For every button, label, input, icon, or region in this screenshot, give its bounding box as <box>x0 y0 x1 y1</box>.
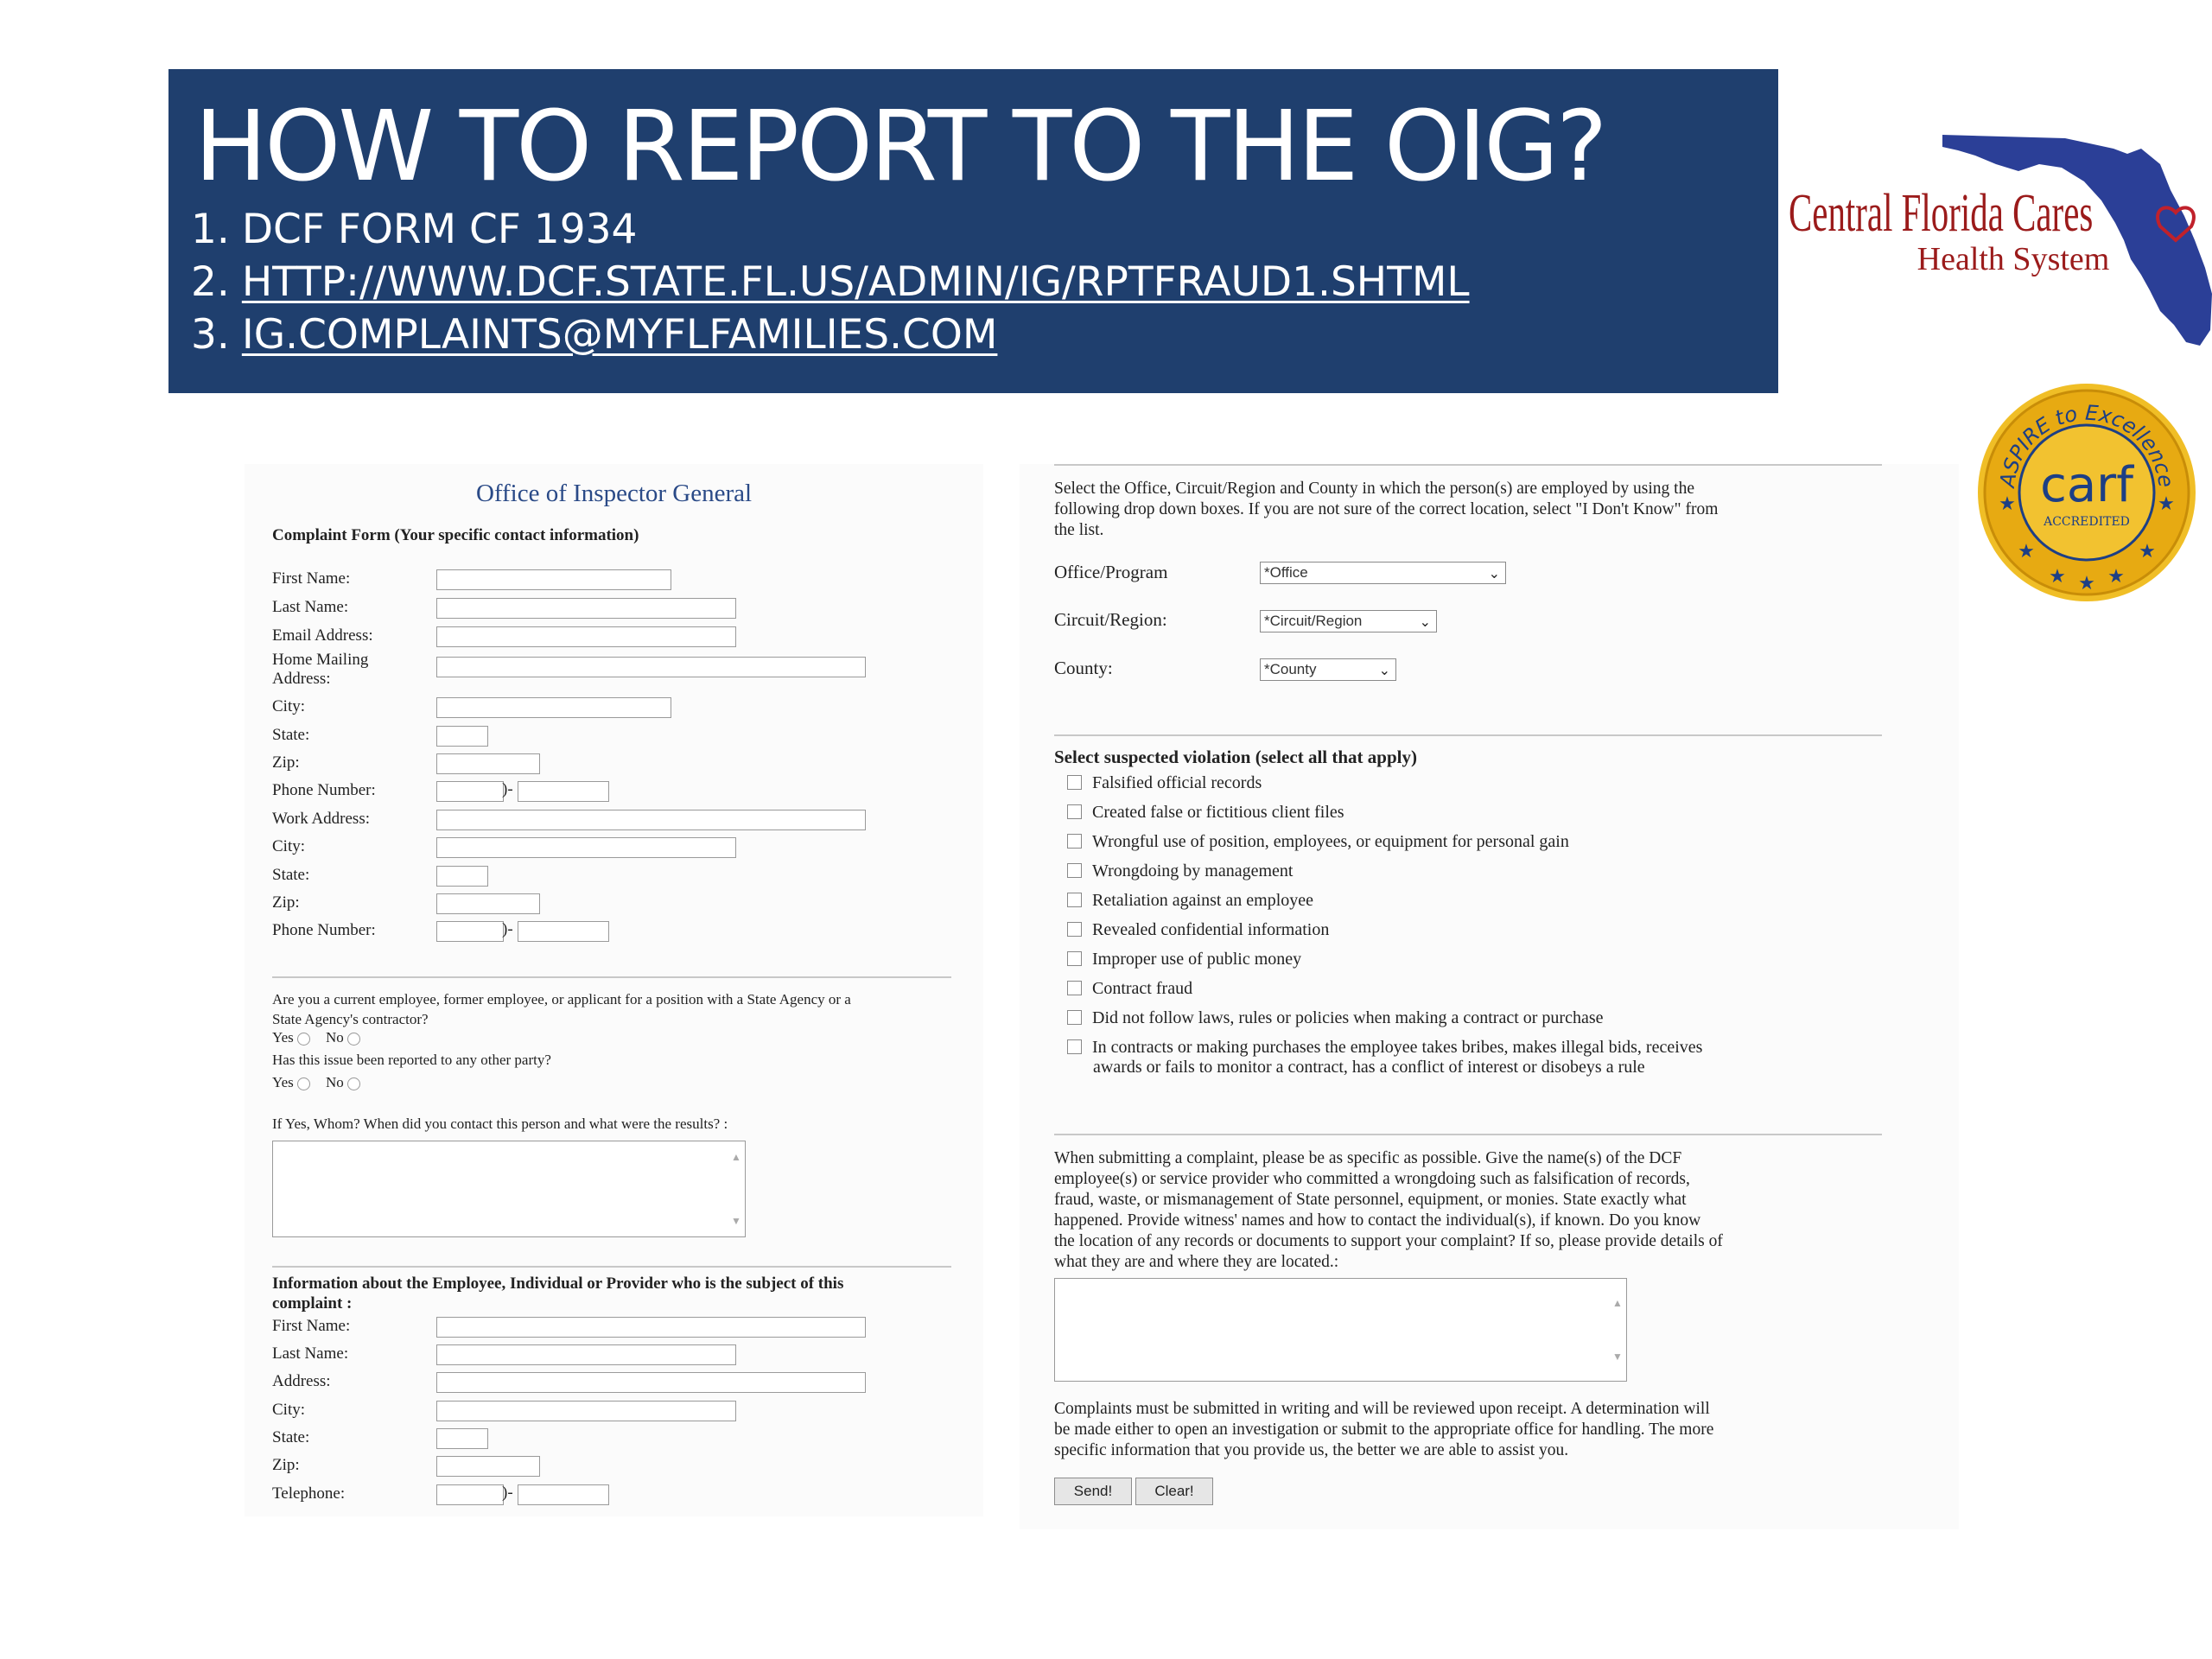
employment-question-line2: State Agency's contractor? <box>272 1011 429 1027</box>
method-item-form <box>191 203 1470 256</box>
work-phone-number-input[interactable] <box>518 921 609 942</box>
work-address-label: Work Address: <box>272 810 370 828</box>
subject-phone-number-input[interactable] <box>518 1484 609 1505</box>
instructions-line3: the list. <box>1054 521 1104 539</box>
subject-heading-line2: complaint : <box>272 1294 353 1313</box>
scroll-up-icon[interactable]: ▲ <box>1612 1297 1623 1309</box>
seal-name: carf <box>2040 457 2133 513</box>
city-input[interactable] <box>436 697 671 718</box>
complaint-form-right-screenshot <box>1020 464 1959 1529</box>
city-label: City: <box>272 697 306 715</box>
violation-label-continued: awards or fails to monitor a contract, has a conflict of interest or disobeys a rule <box>1093 1058 1645 1077</box>
employment-no-radio[interactable] <box>347 1033 360 1046</box>
closing-line: specific information that you provide us, the better we are able to assist you. <box>1054 1441 1569 1459</box>
seal-arc-text: ASPIRE to Excellence <box>1995 400 2178 489</box>
phone-separator: )- <box>502 1484 513 1502</box>
reported-question: Has this issue been reported to any other party? <box>272 1052 551 1068</box>
closing-line: be made either to open an investigation or submit to the appropriate office for handling. The more <box>1054 1421 1714 1439</box>
subject-last-name-label: Last Name: <box>272 1344 349 1363</box>
subject-state-label: State: <box>272 1428 310 1446</box>
subject-heading-line1: Information about the Employee, Individual or Provider who is the subject of this <box>272 1274 844 1293</box>
violation-option[interactable] <box>1067 1008 1604 1028</box>
svg-text:★: ★ <box>2018 541 2035 563</box>
instructions-line1: Select the Office, Circuit/Region and County in which the person(s) are employed by using the <box>1054 480 1695 498</box>
title-banner <box>168 69 1778 393</box>
home-address-label <box>272 651 368 689</box>
circuit-region-label: Circuit/Region: <box>1054 609 1167 630</box>
violation-label: Improper use of public money <box>1092 950 1302 969</box>
violation-label: Did not follow laws, rules or policies when making a contract or purchase <box>1092 1008 1604 1027</box>
details-line: happened. Provide witness' names and how to contact the individual(s), if known. Do you know <box>1054 1211 1701 1230</box>
violation-option[interactable] <box>1067 832 1569 852</box>
method-item-email[interactable] <box>191 308 1470 361</box>
item-number: 2. <box>191 258 230 306</box>
subject-telephone-label: Telephone: <box>272 1484 346 1503</box>
subject-section-heading <box>272 1274 843 1313</box>
form-text: DCF FORM CF 1934 <box>241 206 638 253</box>
scroll-up-icon[interactable]: ▲ <box>731 1151 741 1163</box>
subject-first-name-input[interactable] <box>436 1317 866 1338</box>
subject-zip-input[interactable] <box>436 1456 540 1477</box>
contact-results-question: If Yes, Whom? When did you contact this person and what were the results? : <box>272 1116 728 1132</box>
divider <box>1054 734 1882 736</box>
item-number: 3. <box>191 311 230 359</box>
slide-title: HOW TO REPORT TO THE OIG? <box>194 91 1605 203</box>
divider <box>1054 464 1882 466</box>
subject-city-label: City: <box>272 1401 306 1419</box>
work-city-input[interactable] <box>436 837 736 858</box>
violation-option[interactable] <box>1067 950 1301 969</box>
divider <box>1054 1134 1882 1135</box>
carf-accredited-seal-icon <box>1974 380 2199 605</box>
employment-question-line1: Are you a current employee, former employee, or applicant for a position with a State Agency or a <box>272 991 851 1007</box>
circuit-select-value: *Circuit/Region <box>1264 613 1363 629</box>
form-heading: Office of Inspector General <box>475 480 753 507</box>
violation-label: Wrongful use of position, employees, or equipment for personal gain <box>1092 832 1569 851</box>
zip-input[interactable] <box>436 753 540 774</box>
details-line: employee(s) or service provider who committed a wrongdoing such as falsification of records, <box>1054 1170 1690 1188</box>
circuit-region-select[interactable] <box>1260 610 1437 632</box>
no-label: No <box>326 1029 344 1046</box>
work-zip-input[interactable] <box>436 893 540 914</box>
complaint-form-left-screenshot <box>245 464 983 1516</box>
details-line: what they are and where they are located.: <box>1054 1253 1339 1271</box>
subject-address-label: Address: <box>272 1372 331 1390</box>
email-label: Email Address: <box>272 626 373 645</box>
office-program-label: Office/Program <box>1054 562 1168 582</box>
employment-yes-radio[interactable] <box>297 1033 310 1046</box>
closing-note <box>1054 1399 1713 1461</box>
violation-option[interactable] <box>1067 861 1293 881</box>
details-instructions <box>1054 1148 1723 1273</box>
violation-option[interactable] <box>1067 891 1313 911</box>
reported-no-radio[interactable] <box>347 1077 360 1090</box>
first-name-input[interactable] <box>436 569 671 590</box>
violation-option[interactable] <box>1067 1038 1702 1077</box>
violation-checkbox[interactable] <box>1067 775 1082 790</box>
divider <box>272 1266 951 1268</box>
subject-zip-label: Zip: <box>272 1456 300 1474</box>
violation-checkbox[interactable] <box>1067 922 1082 937</box>
violation-checkbox[interactable] <box>1067 804 1082 819</box>
county-select[interactable] <box>1260 658 1396 681</box>
violation-checkbox[interactable] <box>1067 951 1082 966</box>
divider <box>272 976 951 978</box>
clear-button[interactable]: Clear! <box>1135 1478 1213 1505</box>
logo-subtitle: Health System <box>1916 241 2110 277</box>
work-zip-label: Zip: <box>272 893 300 912</box>
violation-label: Created false or fictitious client files <box>1092 803 1344 822</box>
violation-label: Retaliation against an employee <box>1092 891 1314 910</box>
chevron-down-icon: ⌄ <box>1378 664 1390 678</box>
logo-name: Central Florida Cares <box>1789 184 2094 243</box>
complaints-email-link[interactable]: IG.COMPLAINTS@MYFLFAMILIES.COM <box>241 311 998 359</box>
subject-last-name-input[interactable] <box>436 1344 736 1365</box>
instructions-line2: following drop down boxes. If you are not sure of the correct location, select "I Don't Know" from <box>1054 500 1719 518</box>
subject-state-input[interactable] <box>436 1428 488 1449</box>
state-label: State: <box>272 726 310 744</box>
work-phone-area-code-input[interactable] <box>436 921 504 942</box>
violation-checkbox[interactable] <box>1067 863 1082 878</box>
yes-label: Yes <box>272 1029 294 1046</box>
violation-option[interactable] <box>1067 803 1344 823</box>
report-fraud-link[interactable]: HTTP://WWW.DCF.STATE.FL.US/ADMIN/IG/RPTFRAUD1.SHTML <box>241 258 1470 306</box>
office-program-select[interactable] <box>1260 562 1506 584</box>
violation-checkbox[interactable] <box>1067 834 1082 849</box>
violation-label: Contract fraud <box>1092 979 1193 998</box>
violation-checkbox[interactable] <box>1067 893 1082 907</box>
svg-text:★: ★ <box>2139 541 2156 563</box>
chevron-down-icon: ⌄ <box>1488 567 1500 582</box>
report-methods-list <box>191 203 1470 361</box>
work-state-input[interactable] <box>436 866 488 887</box>
details-line: When submitting a complaint, please be as specific as possible. Give the name(s) of the DCF <box>1054 1149 1682 1167</box>
reported-yes-radio[interactable] <box>297 1077 310 1090</box>
details-line: the location of any records or documents to support your complaint? If so, please provide details of <box>1054 1232 1723 1250</box>
phone-label: Phone Number: <box>272 781 376 799</box>
violation-option[interactable] <box>1067 773 1262 793</box>
work-state-label: State: <box>272 866 310 884</box>
svg-text:★: ★ <box>2158 493 2175 515</box>
phone-number-input[interactable] <box>518 781 609 802</box>
violation-checkbox[interactable] <box>1067 981 1082 995</box>
reported-radio-group <box>272 1074 372 1091</box>
work-city-label: City: <box>272 837 306 855</box>
work-address-input[interactable] <box>436 810 866 830</box>
no-label: No <box>326 1074 344 1090</box>
phone-area-code-input[interactable] <box>436 781 504 802</box>
first-name-label: First Name: <box>272 569 351 588</box>
details-line: fraud, waste, or mismanagement of State personnel, equipment, or monies. State exactly what <box>1054 1191 1687 1209</box>
section-contact-heading: Complaint Form (Your specific contact information) <box>272 526 639 544</box>
item-number: 1. <box>191 206 230 253</box>
employment-question <box>272 989 851 1029</box>
method-item-url[interactable] <box>191 256 1470 308</box>
violation-label: Falsified official records <box>1092 773 1262 792</box>
home-address-label-line1: Home Mailing <box>272 651 369 669</box>
central-florida-cares-logo <box>1780 130 2212 354</box>
violation-option[interactable] <box>1067 979 1192 999</box>
subject-phone-area-code-input[interactable] <box>436 1484 504 1505</box>
closing-line: Complaints must be submitted in writing and will be reviewed upon receipt. A determination will <box>1054 1400 1710 1418</box>
last-name-input[interactable] <box>436 598 736 619</box>
scroll-down-icon[interactable]: ▼ <box>731 1215 741 1227</box>
county-select-value: *County <box>1264 661 1317 677</box>
state-input[interactable] <box>436 726 488 747</box>
violation-heading: Select suspected violation (select all that apply) <box>1054 747 1417 767</box>
violation-checkbox[interactable] <box>1067 1010 1082 1025</box>
send-button[interactable]: Send! <box>1054 1478 1132 1505</box>
zip-label: Zip: <box>272 753 300 772</box>
svg-text:★: ★ <box>1999 493 2016 515</box>
complaint-details-textarea[interactable] <box>1054 1278 1627 1382</box>
violation-label: Revealed confidential information <box>1092 920 1330 939</box>
svg-text:★: ★ <box>2049 566 2066 588</box>
work-phone-label: Phone Number: <box>272 921 376 939</box>
chevron-down-icon: ⌄ <box>1419 615 1431 630</box>
violation-label: Wrongdoing by management <box>1092 861 1294 880</box>
employment-radio-group <box>272 1029 372 1046</box>
location-instructions <box>1054 479 1718 541</box>
violation-option[interactable] <box>1067 920 1329 940</box>
home-address-label-line2: Address: <box>272 670 331 688</box>
yes-label: Yes <box>272 1074 294 1090</box>
subject-city-input[interactable] <box>436 1401 736 1421</box>
svg-text:★: ★ <box>2078 573 2095 594</box>
violation-checkbox[interactable] <box>1067 1039 1082 1054</box>
phone-separator: )- <box>502 780 513 798</box>
subject-address-input[interactable] <box>436 1372 866 1393</box>
scroll-down-icon[interactable]: ▼ <box>1612 1351 1623 1363</box>
office-select-value: *Office <box>1264 564 1308 581</box>
seal-subtitle: ACCREDITED <box>2044 515 2130 529</box>
svg-text:★: ★ <box>2107 566 2125 588</box>
violation-label: In contracts or making purchases the employee takes bribes, makes illegal bids, receives <box>1092 1038 1703 1057</box>
subject-first-name-label: First Name: <box>272 1317 351 1335</box>
last-name-label: Last Name: <box>272 598 349 616</box>
home-address-input[interactable] <box>436 657 866 677</box>
county-label: County: <box>1054 658 1113 678</box>
contact-results-textarea[interactable] <box>272 1141 746 1237</box>
email-input[interactable] <box>436 626 736 647</box>
phone-separator: )- <box>502 920 513 938</box>
